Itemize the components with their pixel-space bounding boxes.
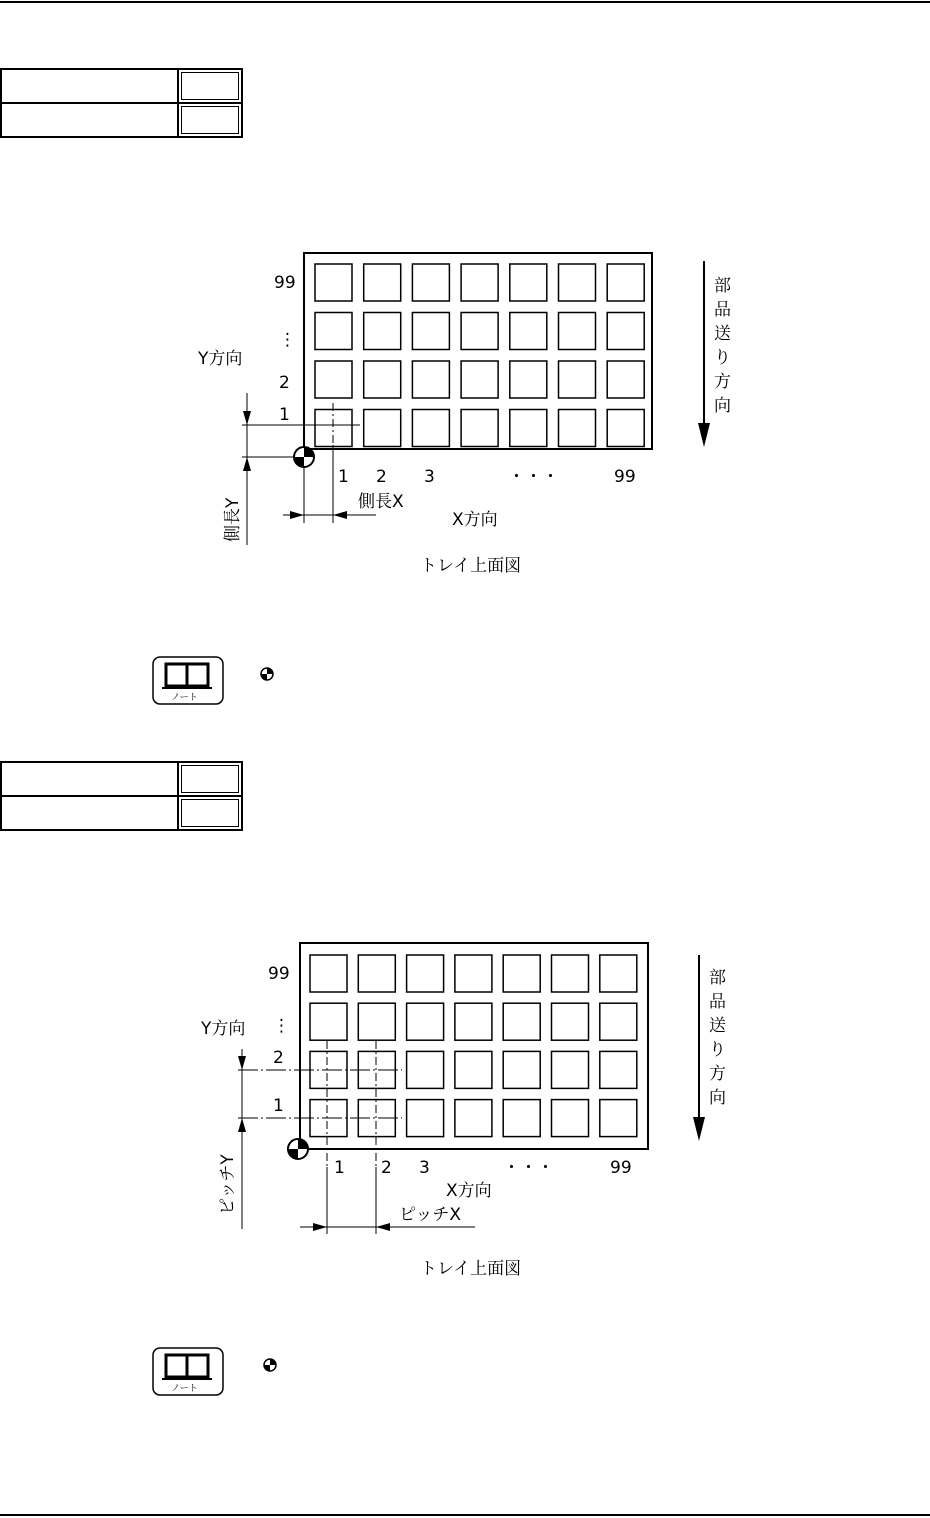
tray-pocket [552,1051,589,1088]
table-cell [178,69,242,103]
tray-pocket [600,1100,637,1137]
tray-pocket [407,955,444,992]
tray-pocket [455,1100,492,1137]
tray-pocket [310,955,347,992]
tray-pocket [600,955,637,992]
tray-pocket [607,361,644,398]
y-tick-label: 99 [274,273,296,293]
x-tick-label: 99 [610,1158,632,1178]
tray-pocket [412,313,449,350]
feed-direction-char: 向 [709,1088,726,1108]
top-rule [0,1,930,3]
feed-direction-char: 送 [714,324,731,344]
figure-caption: トレイ上面図 [420,556,522,576]
tray-pocket [455,955,492,992]
tray-pocket [412,264,449,301]
arrowhead [376,1223,390,1231]
tray-pocket [364,361,401,398]
tray-pocket [358,1003,395,1040]
x-tick-label: 3 [419,1158,430,1178]
feed-direction-label [714,276,731,416]
tray-pocket [503,955,540,992]
feed-direction-char: 品 [709,992,726,1012]
feed-direction-char: 部 [709,968,726,988]
feed-direction-char: 方 [709,1064,726,1084]
note-icon-label: ノート [171,693,198,703]
origin-mark [288,1139,308,1159]
tray-pocket [510,264,547,301]
tray-pocket [461,264,498,301]
tray-pocket [412,361,449,398]
arrowhead [243,457,251,471]
dim-x-label: ピッチX [399,1205,461,1225]
y-direction-label: Y方向 [198,349,243,369]
tray-pocket [461,361,498,398]
feed-direction-char: 送 [709,1016,726,1036]
tray-outline [304,253,652,449]
table-cell [178,796,242,830]
pocket-grid [310,955,637,1137]
y-ellipsis: ⋮ [273,1016,290,1036]
arrowhead [243,411,251,425]
tray-pocket [461,410,498,447]
tray-pocket [407,1051,444,1088]
x-ellipsis: ・・・ [503,1158,554,1178]
origin-mark [294,447,314,467]
x-tick-label: 1 [334,1158,345,1178]
x-tick-label: 1 [338,467,349,487]
tray-pocket [510,313,547,350]
feed-direction-label [709,968,726,1108]
tray-pocket [503,1003,540,1040]
bottom-rule [0,1514,930,1516]
x-direction-label: X方向 [446,1181,492,1201]
tray-pocket [407,1100,444,1137]
tray-pocket [510,410,547,447]
x-tick-label: 2 [381,1158,392,1178]
feed-arrowhead [698,423,710,447]
tray-pocket [315,313,352,350]
tray-pocket [607,313,644,350]
y-tick-label: 2 [279,373,290,393]
feed-arrowhead [693,1117,705,1141]
tray-pocket [461,313,498,350]
y-tick-label: 1 [273,1096,284,1116]
note-icon-label: ノート [171,1384,198,1394]
tray-pocket [455,1051,492,1088]
feed-direction-char: 方 [714,372,731,392]
y-tick-label: 1 [279,405,290,425]
feed-direction-char: り [709,1040,726,1060]
tray-pocket [552,955,589,992]
table-cell [178,103,242,137]
x-tick-label: 3 [424,467,435,487]
tray-pocket [455,1003,492,1040]
pocket-grid [315,264,644,447]
y-ellipsis: ⋮ [279,330,296,350]
table-cell [1,103,178,137]
tray-pocket [315,361,352,398]
tray-pocket [559,361,596,398]
tray-pocket [364,313,401,350]
tray-pocket [364,410,401,447]
arrowhead [290,511,304,519]
tray-pocket [552,1003,589,1040]
table-cell [178,762,242,796]
parameter-table-1 [0,68,243,138]
parameter-table-2 [0,761,243,831]
tray-diagram-side-length [0,245,930,585]
tray-pocket [552,1100,589,1137]
tray-pocket [315,264,352,301]
tray-pocket [559,313,596,350]
tray-pocket [559,410,596,447]
dim-x-label: 側長X [358,492,404,512]
note-icon [152,1347,224,1397]
x-direction-label: X方向 [452,510,498,530]
y-tick-label: 99 [268,964,290,984]
x-tick-label: 99 [614,467,636,487]
arrowhead [333,511,347,519]
arrowhead [313,1223,327,1231]
arrowhead [238,1056,246,1070]
tray-pocket [503,1051,540,1088]
tray-pocket [407,1003,444,1040]
tray-pocket [310,1003,347,1040]
dim-y-label: 側長Y [223,497,243,542]
table-cell [1,762,178,796]
y-direction-label: Y方向 [201,1019,246,1039]
note-icon [152,656,224,706]
tray-pocket [607,264,644,301]
tray-pocket [358,955,395,992]
x-tick-label: 2 [376,467,387,487]
tray-pocket [600,1003,637,1040]
y-tick-label: 2 [273,1048,284,1068]
feed-direction-char: 部 [714,276,731,296]
feed-direction-char: り [714,348,731,368]
tray-pocket [503,1100,540,1137]
tray-pocket [559,264,596,301]
table-cell [1,796,178,830]
tray-pocket [607,410,644,447]
arrowhead [238,1118,246,1132]
figure-caption: トレイ上面図 [420,1259,522,1279]
tray-pocket [412,410,449,447]
tray-pocket [364,264,401,301]
feed-direction-char: 品 [714,300,731,320]
tray-diagram-pitch [0,937,930,1287]
tray-pocket [600,1051,637,1088]
dim-y-label: ピッチY [218,1154,238,1215]
origin-mark-icon [262,1357,278,1373]
origin-mark-icon [259,666,275,682]
feed-direction-char: 向 [714,396,731,416]
x-ellipsis: ・・・ [508,467,559,487]
tray-pocket [510,361,547,398]
table-cell [1,69,178,103]
